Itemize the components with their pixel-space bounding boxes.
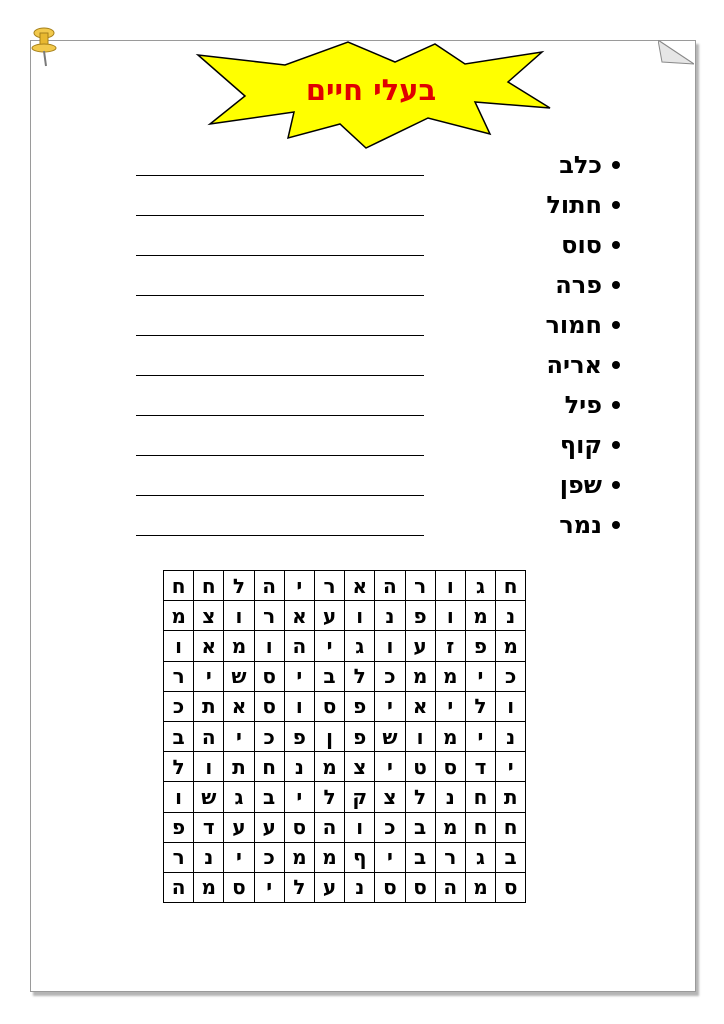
grid-cell[interactable]: ש: [194, 782, 224, 812]
grid-cell[interactable]: ס: [254, 691, 284, 721]
grid-cell[interactable]: ע: [405, 631, 435, 661]
grid-cell[interactable]: כ: [496, 661, 526, 691]
grid-cell[interactable]: ח: [465, 782, 495, 812]
answer-line[interactable]: [136, 185, 424, 225]
grid-cell[interactable]: ח: [465, 812, 495, 842]
grid-cell[interactable]: ב: [496, 842, 526, 872]
page-title: בעלי חיים: [305, 73, 437, 107]
word-label: חמור: [545, 311, 602, 339]
word-label: שפן: [559, 471, 602, 499]
answer-line[interactable]: [136, 425, 424, 465]
grid-cell[interactable]: ע: [314, 601, 344, 631]
bullet-icon: [612, 161, 620, 169]
grid-cell[interactable]: נ: [375, 601, 405, 631]
word-label: סוס: [561, 231, 602, 259]
grid-row: [164, 782, 526, 812]
grid-cell[interactable]: י: [375, 752, 405, 782]
grid-cell[interactable]: ס: [375, 872, 405, 902]
word-label: נמר: [559, 511, 602, 539]
grid-cell[interactable]: א: [224, 691, 254, 721]
grid-cell[interactable]: מ: [405, 661, 435, 691]
grid-cell[interactable]: מ: [224, 631, 254, 661]
word-label: כלב: [559, 151, 602, 179]
grid-cell[interactable]: ו: [375, 631, 405, 661]
grid-cell[interactable]: ר: [314, 571, 344, 601]
grid-cell[interactable]: נ: [496, 601, 526, 631]
grid-cell[interactable]: ש: [224, 661, 254, 691]
grid-cell[interactable]: מ: [435, 812, 465, 842]
grid-cell[interactable]: ס: [405, 872, 435, 902]
grid-cell[interactable]: ג: [345, 631, 375, 661]
word-label: אריה: [546, 351, 602, 379]
grid-row: [164, 601, 526, 631]
word-list: [500, 145, 620, 545]
answer-line[interactable]: [136, 345, 424, 385]
grid-cell[interactable]: ת: [224, 752, 254, 782]
grid-cell[interactable]: כ: [375, 812, 405, 842]
grid-cell[interactable]: ל: [405, 782, 435, 812]
grid-cell[interactable]: מ: [465, 601, 495, 631]
grid-cell[interactable]: י: [224, 842, 254, 872]
word-list-item: [500, 385, 620, 425]
word-list-item: [500, 345, 620, 385]
grid-cell[interactable]: ח: [496, 812, 526, 842]
grid-cell[interactable]: פ: [164, 812, 194, 842]
grid-cell[interactable]: ל: [314, 782, 344, 812]
answer-line[interactable]: [136, 385, 424, 425]
answer-line[interactable]: [136, 225, 424, 265]
bullet-icon: [612, 481, 620, 489]
grid-cell[interactable]: ס: [435, 752, 465, 782]
grid-cell[interactable]: א: [194, 631, 224, 661]
grid-cell[interactable]: ר: [164, 661, 194, 691]
grid-cell[interactable]: ב: [254, 782, 284, 812]
grid-cell[interactable]: י: [284, 571, 314, 601]
grid-cell[interactable]: ו: [254, 631, 284, 661]
grid-cell[interactable]: ח: [194, 571, 224, 601]
grid-cell[interactable]: ו: [345, 812, 375, 842]
grid-cell[interactable]: י: [435, 691, 465, 721]
grid-cell[interactable]: י: [496, 752, 526, 782]
answer-lines: [136, 145, 424, 545]
grid-cell[interactable]: נ: [284, 752, 314, 782]
grid-cell[interactable]: צ: [375, 782, 405, 812]
grid-cell[interactable]: ב: [405, 842, 435, 872]
grid-cell[interactable]: ת: [496, 782, 526, 812]
grid-cell[interactable]: ג: [465, 842, 495, 872]
grid-row: [164, 661, 526, 691]
grid-cell[interactable]: ח: [164, 571, 194, 601]
word-label: קוף: [559, 431, 602, 459]
grid-cell[interactable]: מ: [435, 661, 465, 691]
grid-cell[interactable]: ו: [496, 691, 526, 721]
grid-cell[interactable]: ו: [435, 571, 465, 601]
grid-cell[interactable]: ל: [465, 691, 495, 721]
word-label: חתול: [546, 191, 602, 219]
grid-cell[interactable]: פ: [345, 721, 375, 751]
grid-cell[interactable]: ף: [345, 842, 375, 872]
grid-cell[interactable]: ע: [314, 872, 344, 902]
grid-cell[interactable]: נ: [345, 872, 375, 902]
grid-cell[interactable]: י: [314, 631, 344, 661]
answer-line[interactable]: [136, 265, 424, 305]
grid-cell[interactable]: כ: [254, 721, 284, 751]
grid-cell[interactable]: צ: [194, 601, 224, 631]
bullet-icon: [612, 521, 620, 529]
word-list-item: [500, 185, 620, 225]
grid-cell[interactable]: מ: [164, 601, 194, 631]
grid-cell[interactable]: ק: [345, 782, 375, 812]
grid-cell[interactable]: מ: [284, 842, 314, 872]
grid-cell[interactable]: ב: [314, 661, 344, 691]
grid-cell[interactable]: י: [284, 661, 314, 691]
grid-cell[interactable]: ו: [164, 631, 194, 661]
grid-cell[interactable]: י: [465, 721, 495, 751]
grid-cell[interactable]: ב: [405, 812, 435, 842]
word-list-item: [500, 305, 620, 345]
grid-cell[interactable]: א: [345, 571, 375, 601]
grid-cell[interactable]: ה: [314, 812, 344, 842]
word-list-item: [500, 225, 620, 265]
grid-cell[interactable]: ש: [375, 721, 405, 751]
answer-line[interactable]: [136, 505, 424, 545]
grid-cell[interactable]: ר: [254, 601, 284, 631]
grid-cell[interactable]: ל: [224, 571, 254, 601]
grid-row: [164, 721, 526, 751]
grid-cell[interactable]: ג: [465, 571, 495, 601]
word-label: פרה: [555, 271, 602, 299]
grid-cell[interactable]: נ: [435, 782, 465, 812]
grid-row: [164, 872, 526, 902]
grid-cell[interactable]: ע: [224, 812, 254, 842]
grid-cell[interactable]: ח: [496, 571, 526, 601]
grid-row: [164, 691, 526, 721]
grid-cell[interactable]: ח: [254, 752, 284, 782]
grid-cell[interactable]: ג: [224, 782, 254, 812]
grid-cell[interactable]: ס: [314, 691, 344, 721]
grid-cell[interactable]: ו: [435, 601, 465, 631]
grid-cell[interactable]: ר: [435, 842, 465, 872]
bullet-icon: [612, 441, 620, 449]
grid-cell[interactable]: ה: [254, 571, 284, 601]
grid-cell[interactable]: ו: [194, 752, 224, 782]
grid-cell[interactable]: ו: [284, 691, 314, 721]
grid-cell[interactable]: ד: [194, 812, 224, 842]
grid-cell[interactable]: י: [224, 721, 254, 751]
grid-cell[interactable]: פ: [465, 631, 495, 661]
bullet-icon: [612, 321, 620, 329]
grid-cell[interactable]: א: [405, 691, 435, 721]
grid-cell[interactable]: ת: [194, 691, 224, 721]
grid-cell[interactable]: י: [254, 872, 284, 902]
grid-cell[interactable]: ל: [164, 752, 194, 782]
grid-cell[interactable]: ו: [164, 782, 194, 812]
grid-cell[interactable]: מ: [465, 872, 495, 902]
grid-cell[interactable]: ן: [314, 721, 344, 751]
word-list-item: [500, 265, 620, 305]
grid-cell[interactable]: ו: [345, 601, 375, 631]
grid-row: [164, 631, 526, 661]
grid-cell[interactable]: ס: [254, 661, 284, 691]
grid-cell[interactable]: ל: [284, 872, 314, 902]
push-pin-icon: [28, 24, 62, 68]
grid-cell[interactable]: ה: [284, 631, 314, 661]
grid-row: [164, 752, 526, 782]
grid-cell[interactable]: י: [375, 842, 405, 872]
grid-cell[interactable]: ה: [375, 571, 405, 601]
grid-cell[interactable]: י: [194, 661, 224, 691]
grid-cell[interactable]: ל: [345, 661, 375, 691]
grid-row: [164, 842, 526, 872]
word-list-item: [500, 505, 620, 545]
grid-cell[interactable]: פ: [405, 601, 435, 631]
grid-cell[interactable]: י: [375, 691, 405, 721]
grid-cell[interactable]: י: [284, 782, 314, 812]
word-list-item: [500, 465, 620, 505]
grid-cell[interactable]: ע: [254, 812, 284, 842]
grid-cell[interactable]: צ: [345, 752, 375, 782]
word-label: פיל: [564, 391, 602, 419]
answer-line[interactable]: [136, 145, 424, 185]
grid-cell[interactable]: נ: [194, 842, 224, 872]
grid-cell[interactable]: ה: [194, 721, 224, 751]
grid-cell[interactable]: ר: [164, 842, 194, 872]
grid-cell[interactable]: מ: [194, 872, 224, 902]
grid-cell[interactable]: ו: [405, 721, 435, 751]
grid-cell[interactable]: ס: [496, 872, 526, 902]
grid-cell[interactable]: ס: [224, 872, 254, 902]
bullet-icon: [612, 281, 620, 289]
grid-cell[interactable]: ס: [284, 812, 314, 842]
word-list-item: [500, 425, 620, 465]
word-list-item: [500, 145, 620, 185]
grid-cell[interactable]: ד: [465, 752, 495, 782]
grid-cell[interactable]: ז: [435, 631, 465, 661]
bullet-icon: [612, 201, 620, 209]
bullet-icon: [612, 401, 620, 409]
grid-cell[interactable]: נ: [496, 721, 526, 751]
grid-row: [164, 812, 526, 842]
grid-cell[interactable]: מ: [314, 842, 344, 872]
bullet-icon: [612, 361, 620, 369]
grid-cell[interactable]: ה: [435, 872, 465, 902]
grid-cell[interactable]: פ: [284, 721, 314, 751]
grid-cell[interactable]: פ: [345, 691, 375, 721]
answer-line[interactable]: [136, 305, 424, 345]
bullet-icon: [612, 241, 620, 249]
answer-line[interactable]: [136, 465, 424, 505]
word-search-grid: [163, 570, 526, 903]
grid-cell[interactable]: מ: [314, 752, 344, 782]
grid-cell[interactable]: מ: [435, 721, 465, 751]
grid-cell[interactable]: מ: [496, 631, 526, 661]
grid-cell[interactable]: ו: [224, 601, 254, 631]
grid-cell[interactable]: י: [465, 661, 495, 691]
grid-cell[interactable]: כ: [164, 691, 194, 721]
grid-cell[interactable]: ט: [405, 752, 435, 782]
grid-cell[interactable]: כ: [254, 842, 284, 872]
page-curl-icon: [658, 40, 694, 66]
grid-cell[interactable]: כ: [375, 661, 405, 691]
grid-cell[interactable]: א: [284, 601, 314, 631]
grid-row: [164, 571, 526, 601]
grid-cell[interactable]: ר: [405, 571, 435, 601]
grid-cell[interactable]: ה: [164, 872, 194, 902]
grid-cell[interactable]: ב: [164, 721, 194, 751]
